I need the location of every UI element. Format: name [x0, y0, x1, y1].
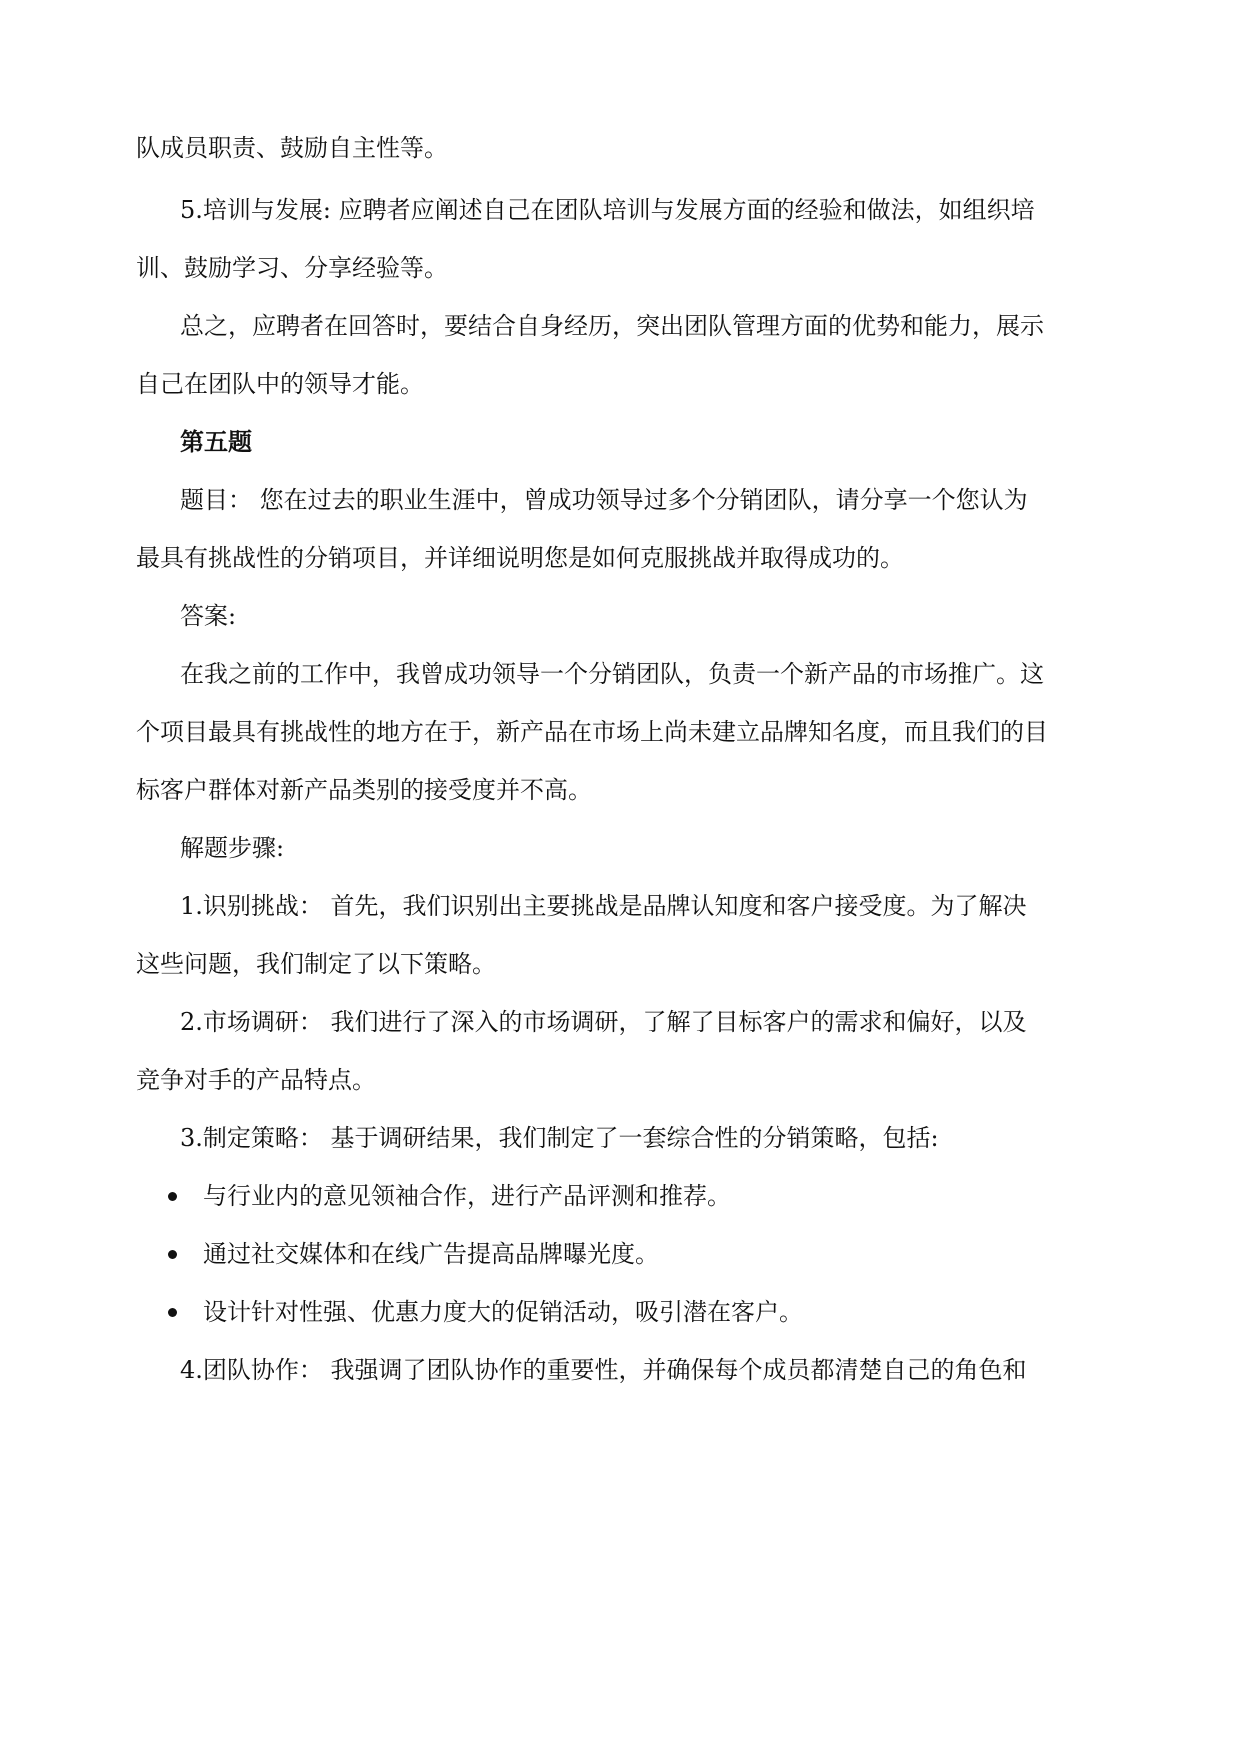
bullet-text: 设计针对性强、优惠力度大的促销活动，吸引潜在客户。	[203, 1298, 803, 1326]
bullet-item	[0, 1296, 1241, 1328]
answer-line	[0, 716, 1241, 748]
text-line: 总之，应聘者在回答时，要结合自身经历，突出团队管理方面的优势和能力，展示	[180, 312, 1044, 340]
step-line	[0, 1354, 1241, 1386]
bullet-text: 与行业内的意见领袖合作，进行产品评测和推荐。	[203, 1182, 731, 1210]
text-line: 训、鼓励学习、分享经验等。	[136, 254, 448, 282]
text-line: 自己在团队中的领导才能。	[136, 370, 424, 398]
answer-line	[0, 658, 1241, 690]
section-heading	[0, 426, 1241, 458]
step-line	[0, 1006, 1241, 1038]
text-line: 5.培训与发展: 应聘者应阐述自己在团队培训与发展方面的经验和做法，如组织培	[180, 196, 1035, 224]
text-line: 这些问题，我们制定了以下策略。	[136, 950, 496, 978]
bullet-icon	[168, 1250, 177, 1259]
text-line: 1.识别挑战： 首先，我们识别出主要挑战是品牌认知度和客户接受度。为了解决	[180, 892, 1027, 920]
bullet-item	[0, 1238, 1241, 1270]
paragraph-line	[0, 252, 1241, 284]
paragraph-line	[0, 194, 1241, 226]
text-line: 最具有挑战性的分销项目，并详细说明您是如何克服挑战并取得成功的。	[136, 544, 904, 572]
text-line: 4.团队协作： 我强调了团队协作的重要性，并确保每个成员都清楚自己的角色和	[180, 1356, 1027, 1384]
heading-text: 第五题	[180, 427, 252, 456]
text-line: 在我之前的工作中，我曾成功领导一个分销团队，负责一个新产品的市场推广。这	[180, 660, 1044, 688]
bullet-icon	[168, 1308, 177, 1317]
step-line	[0, 890, 1241, 922]
step-line	[0, 1122, 1241, 1154]
steps-label: 解题步骤:	[180, 834, 285, 862]
text-line: 3.制定策略： 基于调研结果，我们制定了一套综合性的分销策略，包括:	[180, 1124, 939, 1152]
paragraph-line	[0, 132, 1241, 164]
text-line: 标客户群体对新产品类别的接受度并不高。	[136, 776, 592, 804]
answer-label: 答案:	[180, 602, 237, 630]
text-line: 竞争对手的产品特点。	[136, 1066, 376, 1094]
text-line: 题目： 您在过去的职业生涯中，曾成功领导过多个分销团队，请分享一个您认为	[180, 486, 1028, 514]
text-line: 队成员职责、鼓励自主性等。	[136, 134, 448, 162]
text-line: 2.市场调研： 我们进行了深入的市场调研，了解了目标客户的需求和偏好，以及	[180, 1008, 1027, 1036]
question-line	[0, 484, 1241, 516]
text-line: 个项目最具有挑战性的地方在于，新产品在市场上尚未建立品牌知名度，而且我们的目	[136, 718, 1048, 746]
step-line	[0, 948, 1241, 980]
question-line	[0, 542, 1241, 574]
steps-label-line	[0, 832, 1241, 864]
step-line	[0, 1064, 1241, 1096]
paragraph-line	[0, 310, 1241, 342]
bullet-text: 通过社交媒体和在线广告提高品牌曝光度。	[203, 1240, 659, 1268]
paragraph-line	[0, 368, 1241, 400]
answer-line	[0, 774, 1241, 806]
answer-label-line	[0, 600, 1241, 632]
bullet-icon	[168, 1192, 177, 1201]
bullet-item	[0, 1180, 1241, 1212]
